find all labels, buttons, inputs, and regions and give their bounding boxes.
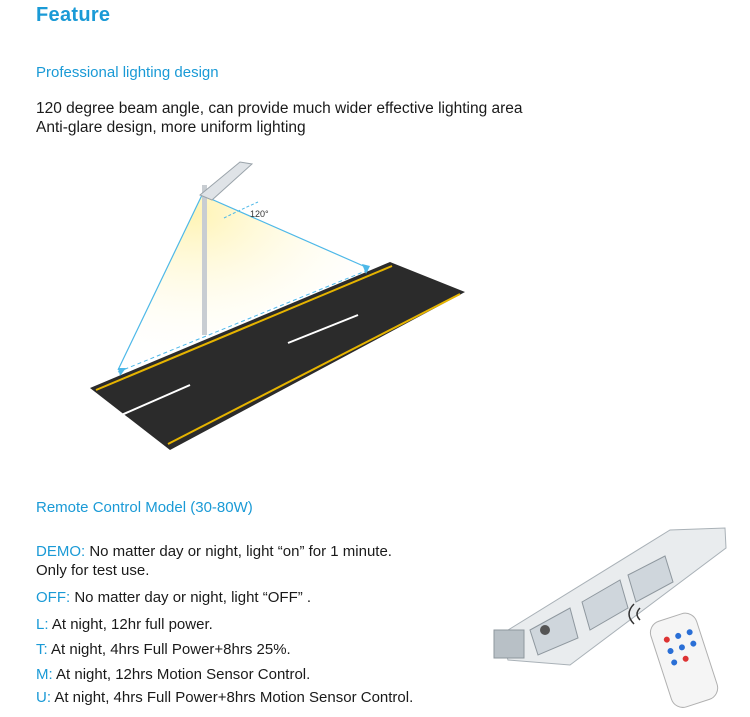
light-pole (202, 185, 207, 335)
remote-control (647, 610, 720, 710)
mode-text: At night, 4hrs Full Power+8hrs Motion Sensor Control. (51, 689, 414, 706)
feature-title: Feature (36, 4, 111, 26)
mode-row-t (36, 640, 291, 660)
mode-text: At night, 12hrs Motion Sensor Control. (52, 666, 311, 683)
remote-heading: Remote Control Model (30-80W) (36, 499, 253, 516)
lamp-head (200, 162, 252, 200)
mode-text: At night, 12hr full power. (48, 616, 213, 633)
mount-bracket (494, 630, 524, 658)
mode-text: No matter day or night, light “on” for 1 minute. (85, 543, 392, 560)
mode-row-u (36, 688, 413, 708)
mode-key: DEMO: (36, 543, 86, 560)
lighting-heading: Professional lighting design (36, 64, 219, 81)
mode-key: OFF: (36, 589, 71, 606)
mode-key: L: (36, 616, 49, 633)
mode-row-m (36, 665, 310, 685)
street-light-illustration (90, 150, 470, 450)
angle-label: 120° (250, 209, 269, 219)
mode-text: Only for test use. (36, 562, 150, 579)
product-image (490, 520, 740, 710)
mode-key: U: (36, 689, 51, 706)
mode-row-demo-note (36, 561, 149, 581)
lighting-line-1: 120 degree beam angle, can provide much wider effective lighting area (36, 100, 523, 117)
mode-text: No matter day or night, light “OFF” . (70, 589, 312, 606)
lighting-line-2: Anti-glare design, more uniform lighting (36, 119, 306, 136)
motion-sensor (540, 625, 550, 635)
mode-text: At night, 4hrs Full Power+8hrs 25%. (47, 641, 291, 658)
mode-key: T: (36, 641, 48, 658)
mode-row-demo (36, 542, 392, 562)
mode-key: M: (36, 666, 53, 683)
mode-row-off (36, 588, 311, 608)
mode-row-l (36, 615, 213, 635)
